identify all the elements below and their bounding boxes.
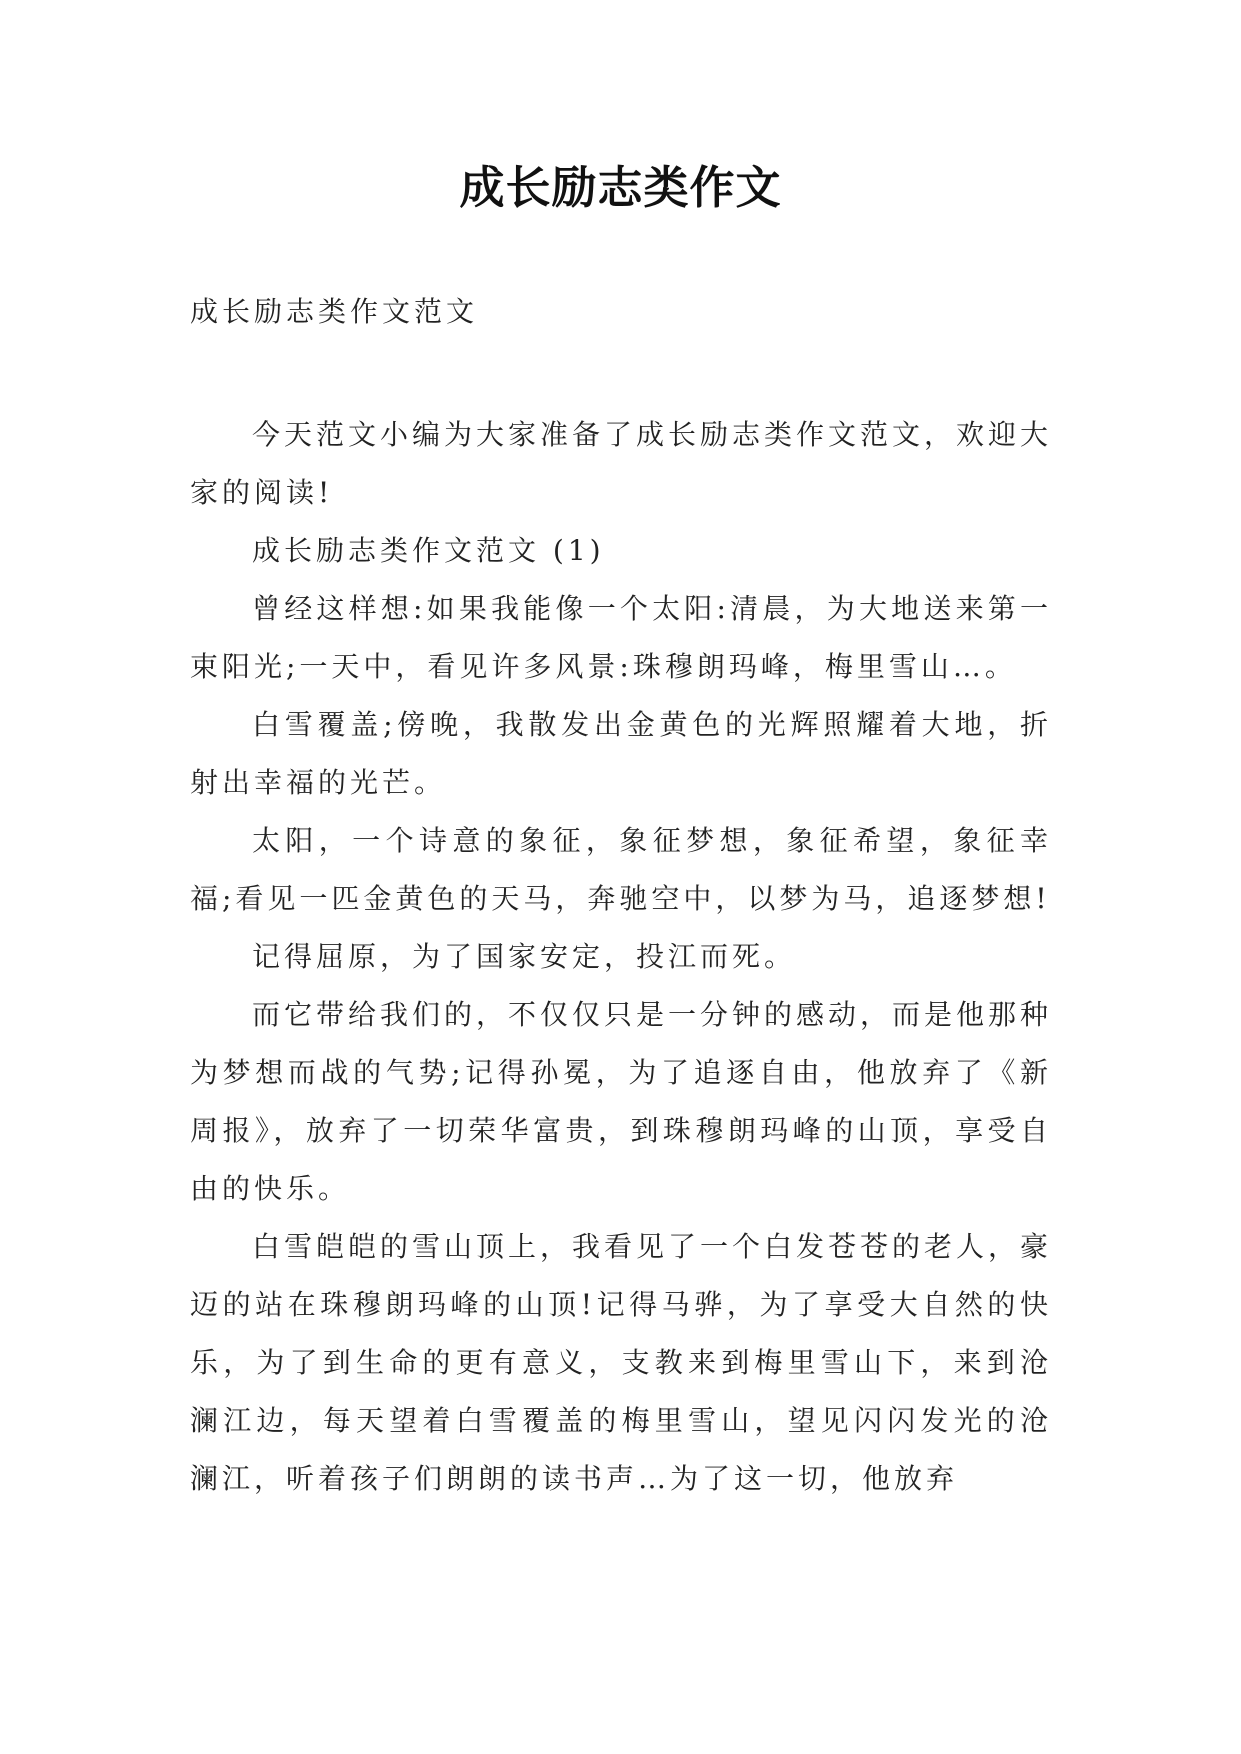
document-subtitle: 成长励志类作文范文 [190, 295, 479, 328]
paragraph: 白雪皑皑的雪山顶上，我看见了一个白发苍苍的老人，豪迈的站在珠穆朗玛峰的山顶!记得马骅，为了享受大自然的快乐，为了到生命的更有意义，支教来到梅里雪山下，来到沧澜江边，每天望着白雪覆盖的梅里雪山，望见闪闪发光的沧澜江，听着孩子们朗朗的读书声…为了这一切，他放弃 [190, 1230, 1053, 1495]
paragraph: 太阳，一个诗意的象征，象征梦想，象征希望，象征幸福;看见一匹金黄色的天马，奔驰空中，以梦为马，追逐梦想! [190, 824, 1052, 915]
document-body [190, 406, 1052, 1508]
paragraph-section-heading: 成长励志类作文范文 (1) [252, 534, 605, 567]
paragraph: 而它带给我们的，不仅仅只是一分钟的感动，而是他那种为梦想而战的气势;记得孙冕，为了追逐自由，他放弃了《新周报》，放弃了一切荣华富贵，到珠穆朗玛峰的山顶，享受自由的快乐。 [190, 998, 1053, 1205]
paragraph-intro: 今天范文小编为大家准备了成长励志类作文范文，欢迎大家的阅读! [190, 418, 1053, 509]
document-title: 成长励志类作文 [459, 161, 782, 214]
paragraph: 曾经这样想:如果我能像一个太阳:清晨，为大地送来第一束阳光;一天中，看见许多风景:珠穆朗玛峰，梅里雪山…。 [190, 592, 1052, 683]
paragraph: 记得屈原，为了国家安定，投江而死。 [252, 940, 797, 973]
paragraph: 白雪覆盖;傍晚，我散发出金黄色的光辉照耀着大地，折射出幸福的光芒。 [190, 708, 1052, 799]
